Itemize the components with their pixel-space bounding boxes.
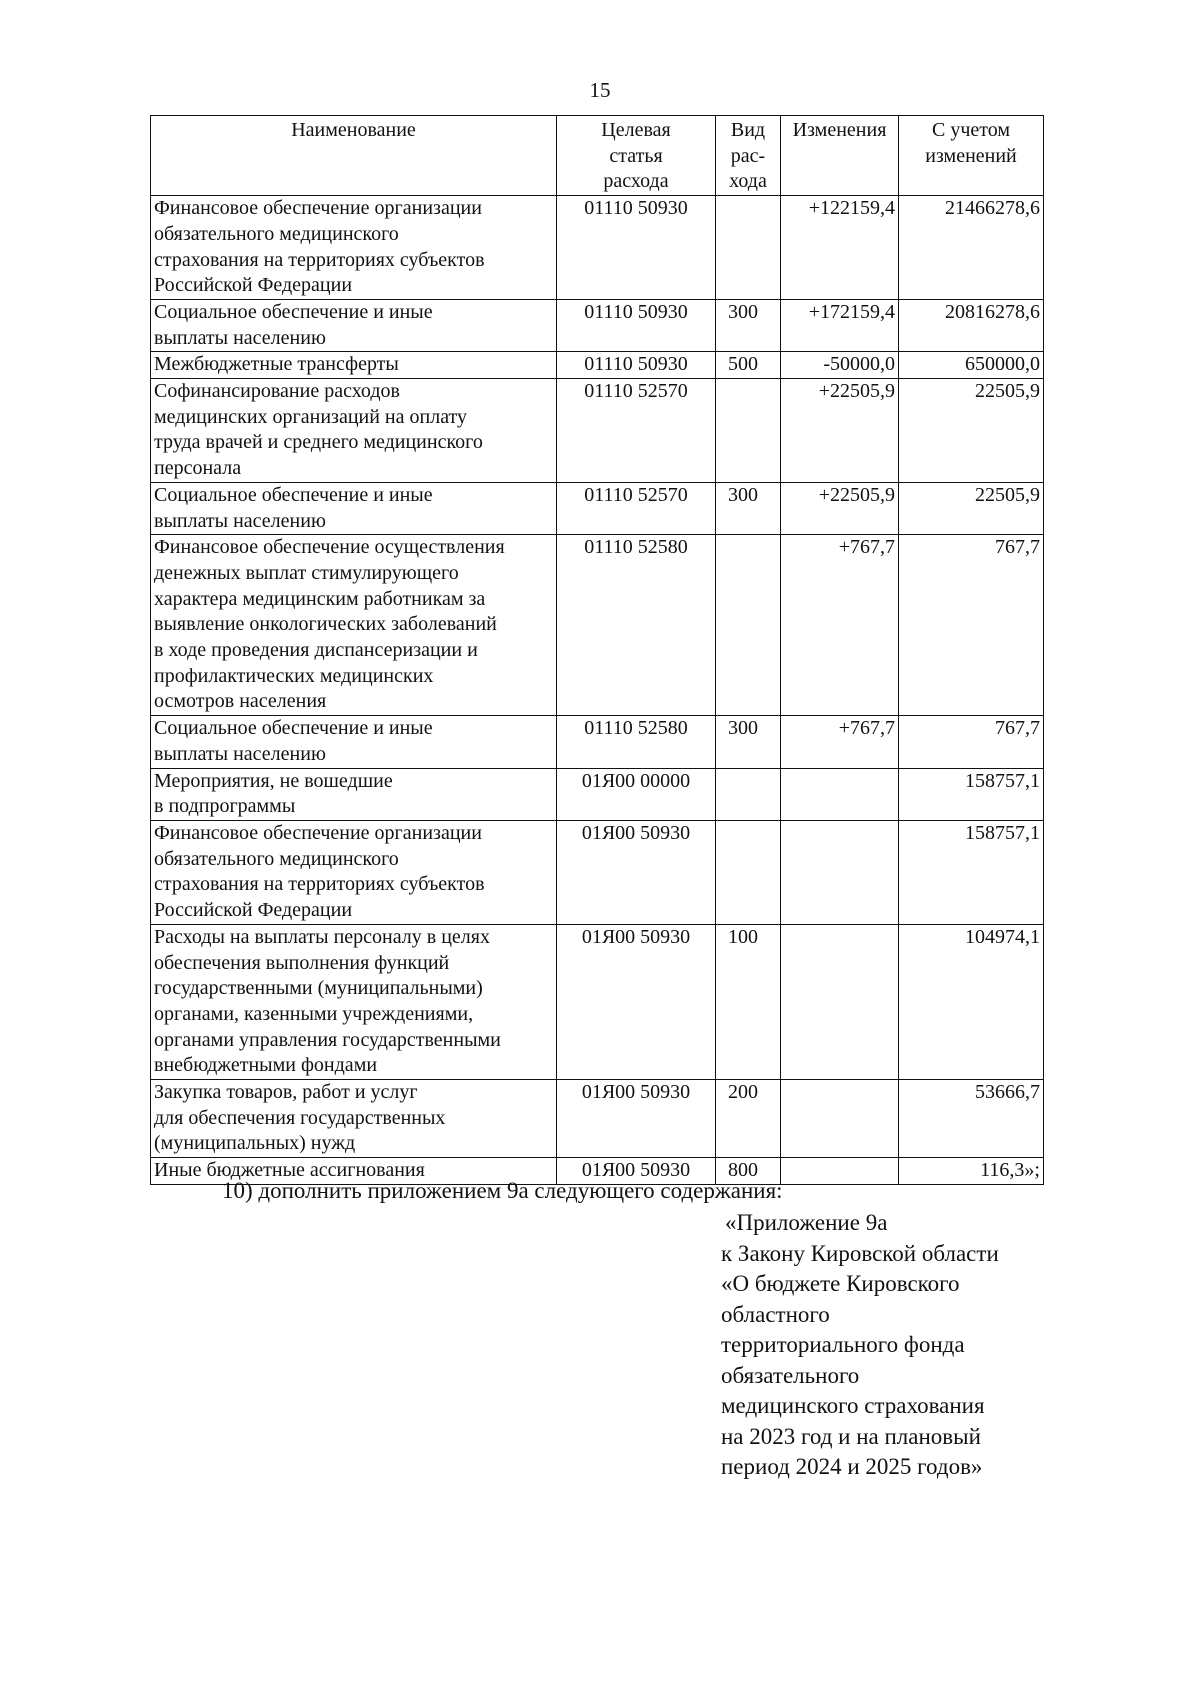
header-line: С учетом: [931, 119, 1011, 141]
name-line: в подпрограммы: [154, 795, 296, 818]
cell-changes: +172159,4: [781, 299, 899, 351]
name-line: страхования на территориях субъектов: [154, 248, 485, 271]
cell-changes: +767,7: [781, 535, 899, 716]
cell-expense-type: [716, 379, 781, 483]
table-row: [151, 924, 1044, 1079]
name-line: характера медицинским работникам за: [154, 587, 486, 610]
cell-target-article: 01110 50930: [557, 352, 716, 379]
cell-target-article: 01110 52570: [557, 482, 716, 534]
name-line: Закупка товаров, работ и услуг: [154, 1081, 418, 1104]
name-line: Социальное обеспечение и иные: [154, 300, 433, 323]
amendment-paragraph: 10) дополнить приложением 9а следующего содержания:: [222, 1178, 783, 1203]
name-line: выявление онкологических заболеваний: [154, 613, 497, 636]
cell-total: 22505,9: [899, 379, 1044, 483]
cell-target-article: 01Я00 50930: [557, 820, 716, 924]
name-line: Иные бюджетные ассигнования: [154, 1159, 425, 1182]
cell-target-article: 01110 52580: [557, 535, 716, 716]
header-name: [151, 116, 557, 196]
cell-changes: +22505,9: [781, 379, 899, 483]
cell-name: [151, 768, 557, 820]
cell-total: 104974,1: [899, 924, 1044, 1079]
table-row: [151, 379, 1044, 483]
cell-name: [151, 535, 557, 716]
cell-changes: +22505,9: [781, 482, 899, 534]
cell-changes: +767,7: [781, 716, 899, 768]
cell-total: 158757,1: [899, 820, 1044, 924]
table-row: [151, 1080, 1044, 1158]
cell-expense-type: 800: [716, 1158, 781, 1185]
name-line: труда врачей и среднего медицинского: [154, 431, 483, 454]
header-line: статья: [609, 144, 663, 167]
cell-total: 20816278,6: [899, 299, 1044, 351]
name-line: государственными (муниципальными): [154, 977, 483, 1000]
header-line: изменений: [925, 144, 1017, 167]
cell-name: [151, 299, 557, 351]
cell-target-article: 01Я00 50930: [557, 1158, 716, 1185]
cell-name: [151, 196, 557, 300]
name-line: Финансовое обеспечение организации: [154, 821, 482, 844]
name-line: Финансовое обеспечение осуществления: [154, 536, 505, 559]
cell-total: 22505,9: [899, 482, 1044, 534]
cell-total: 21466278,6: [899, 196, 1044, 300]
cell-name: [151, 820, 557, 924]
cell-name: [151, 482, 557, 534]
name-line: профилактических медицинских: [154, 664, 434, 687]
table-row: [151, 196, 1044, 300]
name-line: Межбюджетные трансферты: [154, 353, 399, 376]
cell-changes: [781, 924, 899, 1079]
cell-total: 158757,1: [899, 768, 1044, 820]
name-line: Российской Федерации: [154, 899, 353, 922]
budget-table: [150, 115, 1044, 1185]
cell-expense-type: [716, 196, 781, 300]
cell-expense-type: 100: [716, 924, 781, 1079]
cell-changes: [781, 1158, 899, 1185]
name-line: (муниципальных) нужд: [154, 1132, 356, 1155]
cell-target-article: 01Я00 50930: [557, 924, 716, 1079]
cell-target-article: 01110 52570: [557, 379, 716, 483]
header-line: Изменения: [792, 119, 887, 141]
name-line: Российской Федерации: [154, 274, 353, 297]
cell-name: [151, 379, 557, 483]
table-row: [151, 716, 1044, 768]
page-number: 15: [589, 78, 611, 102]
name-line: денежных выплат стимулирующего: [154, 561, 459, 584]
name-line: органами, казенными учреждениями,: [154, 1002, 474, 1025]
name-line: органами управления государственными: [154, 1028, 501, 1051]
cell-target-article: 01110 50930: [557, 299, 716, 351]
cell-name: [151, 716, 557, 768]
name-line: страхования на территориях субъектов: [154, 873, 485, 896]
name-line: медицинских организаций на оплату: [154, 405, 468, 428]
cell-total: 650000,0: [899, 352, 1044, 379]
name-line: Социальное обеспечение и иные: [154, 717, 433, 740]
name-line: обязательного медицинского: [154, 847, 399, 870]
header-line: рас-: [730, 144, 766, 167]
cell-expense-type: 300: [716, 299, 781, 351]
header-expense-type: [716, 116, 781, 196]
table-row: [151, 299, 1044, 351]
name-line: осмотров населения: [154, 690, 327, 713]
cell-expense-type: [716, 768, 781, 820]
header-total: [899, 116, 1044, 196]
cell-changes: +122159,4: [781, 196, 899, 300]
header-line: Вид: [730, 119, 766, 141]
table-row: [151, 820, 1044, 924]
cell-target-article: 01110 50930: [557, 196, 716, 300]
cell-total: 53666,7: [899, 1080, 1044, 1158]
appendix-line: областного: [721, 1301, 830, 1327]
appendix-line: «Приложение 9а: [725, 1210, 888, 1235]
cell-changes: -50000,0: [781, 352, 899, 379]
appendix-line: «О бюджете Кировского: [721, 1271, 960, 1296]
cell-target-article: 01110 52580: [557, 716, 716, 768]
name-line: обеспечения выполнения функций: [154, 951, 450, 974]
cell-expense-type: 300: [716, 482, 781, 534]
cell-name: [151, 924, 557, 1079]
name-line: Финансовое обеспечение организации: [154, 197, 482, 220]
appendix-line: на 2023 год и на плановый: [721, 1423, 981, 1449]
appendix-line: период 2024 и 2025 годов»: [721, 1454, 983, 1479]
name-line: внебюджетными фондами: [154, 1054, 378, 1077]
appendix-line: медицинского страхования: [721, 1393, 985, 1418]
cell-name: [151, 1080, 557, 1158]
appendix-heading: [721, 1208, 999, 1483]
cell-expense-type: 500: [716, 352, 781, 379]
header-changes: [781, 116, 899, 196]
cell-expense-type: 300: [716, 716, 781, 768]
appendix-line: территориального фонда: [721, 1332, 965, 1357]
cell-changes: [781, 768, 899, 820]
name-line: выплаты населению: [154, 326, 326, 349]
name-line: Социальное обеспечение и иные: [154, 483, 433, 506]
name-line: Софинансирование расходов: [154, 380, 400, 403]
header-target-article: [557, 116, 716, 196]
cell-total: 116,3»;: [899, 1158, 1044, 1185]
cell-expense-type: [716, 535, 781, 716]
cell-changes: [781, 1080, 899, 1158]
header-line: хода: [729, 170, 767, 193]
table-row: [151, 535, 1044, 716]
table-row: [151, 482, 1044, 534]
cell-expense-type: 200: [716, 1080, 781, 1158]
table-row: [151, 768, 1044, 820]
name-line: Расходы на выплаты персоналу в целях: [154, 925, 490, 948]
cell-name: [151, 352, 557, 379]
cell-changes: [781, 820, 899, 924]
appendix-line: к Закону Кировской области: [721, 1240, 999, 1266]
header-line: Наименование: [291, 119, 416, 141]
appendix-line: обязательного: [721, 1362, 860, 1388]
name-line: для обеспечения государственных: [154, 1106, 446, 1129]
name-line: персонала: [154, 457, 242, 480]
table-header-row: [151, 116, 1044, 196]
cell-target-article: 01Я00 00000: [557, 768, 716, 820]
cell-expense-type: [716, 820, 781, 924]
name-line: обязательного медицинского: [154, 222, 399, 245]
name-line: в ходе проведения диспансеризации и: [154, 639, 478, 662]
table-row: [151, 352, 1044, 379]
header-line: Целевая: [601, 119, 671, 141]
cell-target-article: 01Я00 50930: [557, 1080, 716, 1158]
header-line: расхода: [603, 170, 669, 193]
name-line: выплаты населению: [154, 742, 326, 765]
name-line: выплаты населению: [154, 509, 326, 532]
cell-total: 767,7: [899, 716, 1044, 768]
name-line: Мероприятия, не вошедшие: [154, 769, 393, 792]
cell-total: 767,7: [899, 535, 1044, 716]
